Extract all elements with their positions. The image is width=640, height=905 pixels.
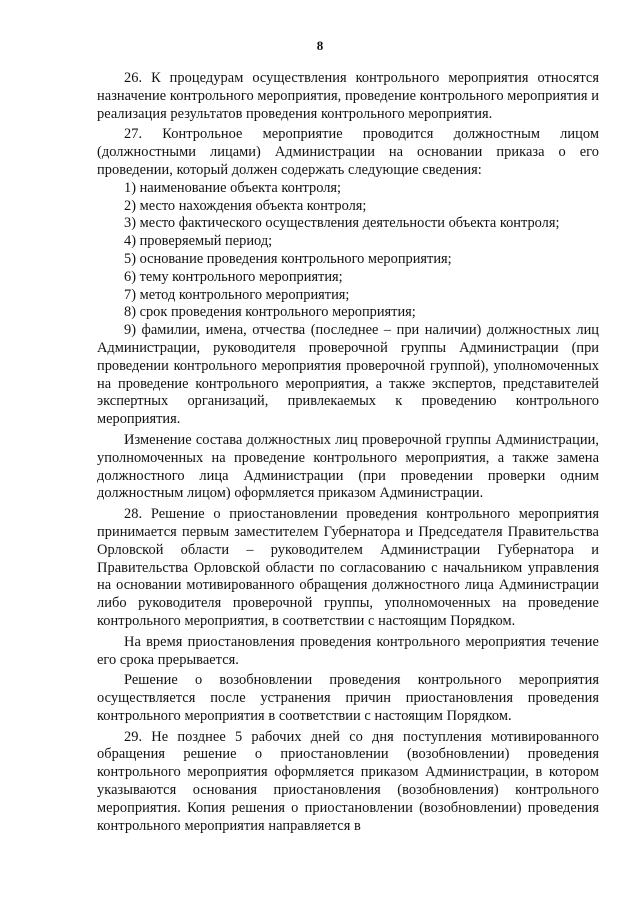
list-item: 8) срок проведения контрольного мероприятия; — [124, 304, 416, 321]
list-item: 6) тему контрольного мероприятия; — [124, 268, 343, 285]
list-item: 1) наименование объекта контроля; — [124, 179, 342, 196]
list-item: 9) фамилии, имена, отчества (последнее – при наличии) должностных лиц Администрации, руководителя проверочной группы Администрации (при проведении контрольного мероприятия проверочной группой), уполномоченных на проведение контрольного мероприятия, а также экспертов, представителей экспертных организаций, привлекаемых к проведению контрольного мероприятия. — [97, 322, 599, 428]
paragraph-28-suspension: На время приостановления проведения контрольного мероприятия течение его срока прерывается. — [97, 633, 599, 668]
list-item: 4) проверяемый период; — [124, 233, 273, 250]
paragraph-26: 26. К процедурам осуществления контрольного мероприятия относятся назначение контрольного мероприятия, проведение контрольного мероприятия и реализация результатов проведения контрольного мероприятия. — [97, 70, 599, 122]
paragraph-27-change: Изменение состава должностных лиц проверочной группы Администрации, уполномоченных на проведение контрольного мероприятия, а также замена должностного лица Администрации (при проведении проверки одним должностным лицом) оформляется приказом Администрации. — [97, 431, 599, 502]
requirements-list — [97, 180, 599, 429]
page-number: 8 — [316, 38, 324, 53]
list-item: 3) место фактического осуществления деятельности объекта контроля; — [124, 215, 560, 232]
paragraph-28-resumption: Решение о возобновлении проведения контрольного мероприятия осуществляется после устранения причин приостановления проведения контрольного мероприятия в соответствии с настоящим Порядком. — [97, 672, 599, 724]
document-body — [97, 70, 599, 838]
paragraph-27: 27. Контрольное мероприятие проводится должностным лицом (должностными лицами) Администрации на основании приказа о его проведении, который должен содержать следующие сведения: — [97, 126, 599, 178]
paragraph-29: 29. Не позднее 5 рабочих дней со дня поступления мотивированного обращения решение о приостановлении (возобновлении) проведения контрольного мероприятия оформляется приказом Администрации, в котором указываются основания приостановления (возобновления) контрольного мероприятия. Копия решения о приостановлении (возобновлении) проведения контрольного мероприятия направляется в — [97, 728, 599, 834]
list-item: 7) метод контрольного мероприятия; — [124, 286, 350, 303]
paragraph-28: 28. Решение о приостановлении проведения контрольного мероприятия принимается первым заместителем Губернатора и Председателя Правительства Орловской области – руководителем Администрации Губернатора и Правительства Орловской области по согласованию с начальником управления на основании мотивированного обращения должностного лица Администрации либо руководителя проверочной группы, уполномоченных на проведение контрольного мероприятия, в соответствии с настоящим Порядком. — [97, 506, 599, 629]
list-item: 5) основание проведения контрольного мероприятия; — [124, 250, 452, 267]
list-item: 2) место нахождения объекта контроля; — [124, 197, 367, 214]
